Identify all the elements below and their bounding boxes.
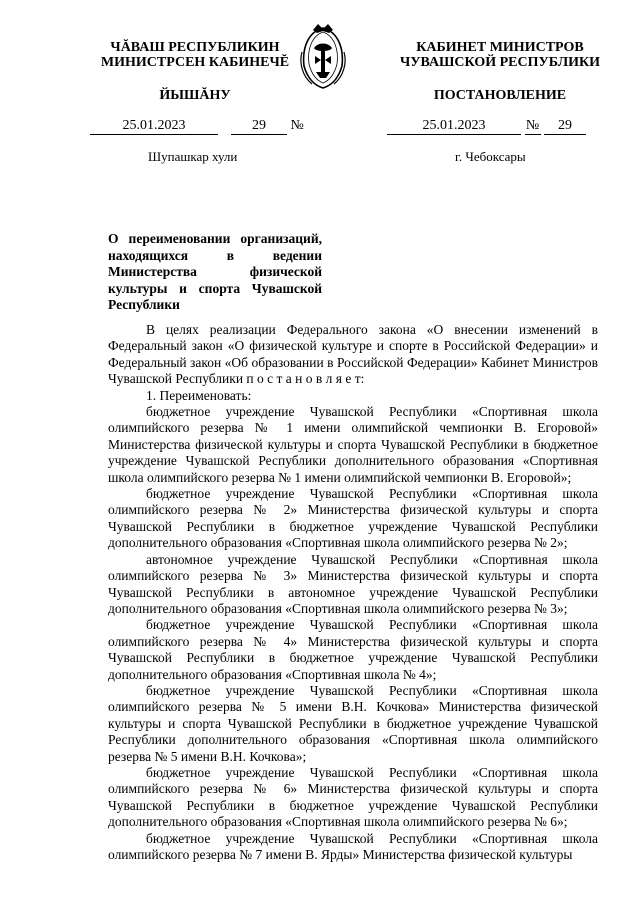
right-org-line2: ЧУВАШСКОЙ РЕСПУБЛИКИ xyxy=(399,55,601,70)
body-paragraph: бюджетное учреждение Чувашской Республики «Спортивная школа олимпийского резерва № 1 имени олимпийской чемпионки В. Егоровой» Министерства физической культуры и спорта Чувашской Республики в бюджетное учреждение Чувашской Республики дополнительного образования «Спортивная школа олимпийского резерва № 1 имени олимпийской чемпионки В. Егоровой»; xyxy=(108,404,598,485)
right-org-name xyxy=(375,40,625,70)
body-paragraph: бюджетное учреждение Чувашской Республики «Спортивная школа олимпийского резерва № 5 имени В.Н. Кочкова» Министерства физической культуры и спорта Чувашской Республики в бюджетное учреждение Чувашской Республики дополнительного образования «Спортивная школа олимпийского резерва № 5 имени В.Н. Кочкова»; xyxy=(108,682,598,764)
left-doc-type: ЙЫШĂНУ xyxy=(159,88,231,103)
body-paragraph: 1. Переименовать: xyxy=(146,387,252,403)
body-paragraph: бюджетное учреждение Чувашской Республики «Спортивная школа олимпийского резерва № 6» Министерства физической культуры и спорта Чувашской Республики в бюджетное учреждение Чувашской Республики дополнительного образования «Спортивная школа олимпийского резерва № 6»; xyxy=(108,764,598,830)
body-paragraph: В целях реализации Федерального закона «О внесении изменений в Федеральный закон «О физической культуре и спорте в Российской Федерации» и Федеральный закон «Об образовании в Российской Федерации» Кабинет Министров Чувашской Республики п о с т а н о в л я е т: xyxy=(108,322,598,387)
left-number-sign: № xyxy=(290,118,304,133)
right-number: 29 xyxy=(544,118,586,135)
document-subject: О переименовании организаций, находящихся в ведении Министерства физической культуры и спорта Чувашской Республики xyxy=(108,231,322,312)
body-paragraph: бюджетное учреждение Чувашской Республики «Спортивная школа олимпийского резерва № 4» Министерства физической культуры и спорта Чувашской Республики в бюджетное учреждение Чувашской Республики дополнительного образования «Спортивная школа № 4»; xyxy=(108,617,598,682)
body-paragraph: бюджетное учреждение Чувашской Республики «Спортивная школа олимпийского резерва № 7 имени В. Ярды» Министерства физической культуры xyxy=(108,830,598,862)
left-registration-line xyxy=(90,118,304,135)
left-org-line2: МИНИСТРСЕН КАБИНЕЧĔ xyxy=(100,55,290,70)
body-paragraph: автономное учреждение Чувашской Республики «Спортивная школа олимпийского резерва № 3» Министерства физической культуры и спорта Чувашской Республики в автономное учреждение Чувашской Республики дополнительного образования «Спортивная школа олимпийского резерва № 3»; xyxy=(108,551,598,616)
left-number: 29 xyxy=(231,118,287,135)
document-body xyxy=(108,322,598,863)
right-number-sign: № xyxy=(525,118,540,133)
right-doc-type: ПОСТАНОВЛЕНИЕ xyxy=(433,88,567,103)
body-paragraph: бюджетное учреждение Чувашской Республики «Спортивная школа олимпийского резерва № 2» Министерства физической культуры и спорта Чувашской Республики в бюджетное учреждение Чувашской Республики дополнительного образования «Спортивная школа олимпийского резерва № 2»; xyxy=(108,486,598,551)
right-registration-line xyxy=(387,118,586,135)
right-date: 25.01.2023 xyxy=(387,118,521,135)
right-org-line1: КАБИНЕТ МИНИСТРОВ xyxy=(416,40,584,55)
left-date: 25.01.2023 xyxy=(90,118,218,135)
left-org-name xyxy=(70,40,320,70)
left-place: Шупашкар хули xyxy=(148,149,238,164)
right-place: г. Чебоксары xyxy=(455,149,526,164)
coat-of-arms-emblem xyxy=(296,22,350,92)
left-org-line1: ЧĂВАШ РЕСПУБЛИКИН xyxy=(110,40,280,55)
